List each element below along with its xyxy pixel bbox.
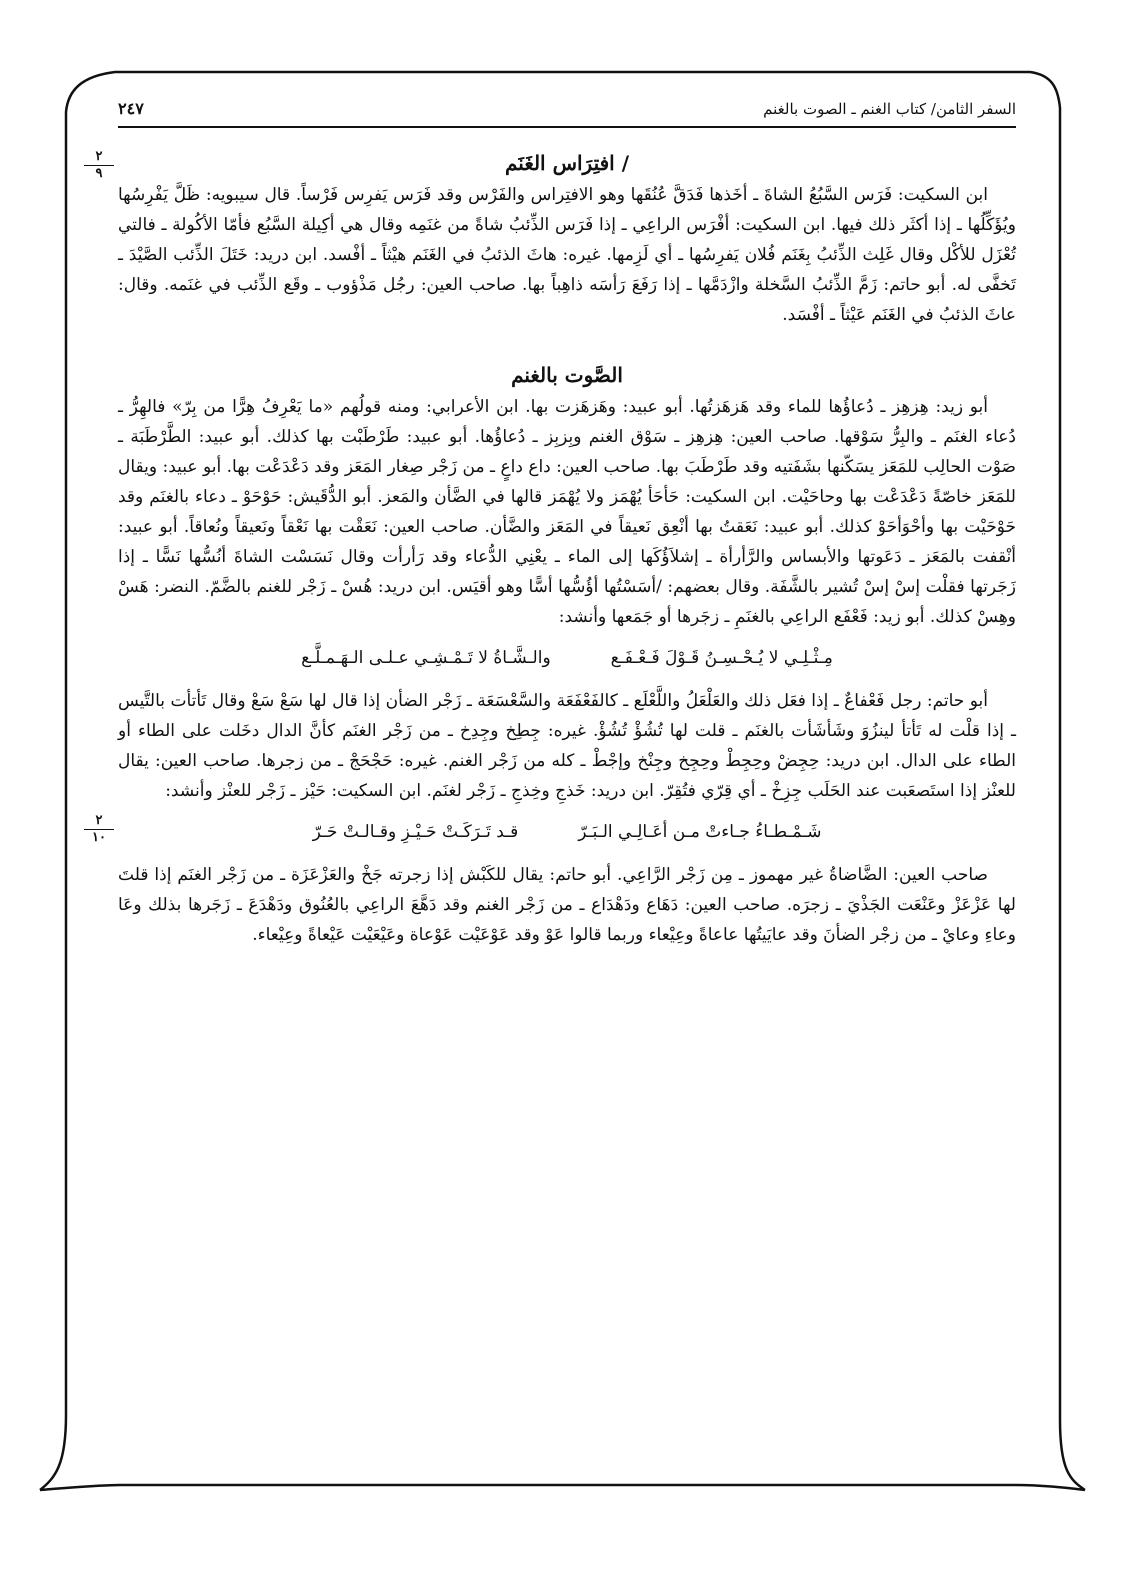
paragraph: أبو زيد: هِزهِز ـ دُعاؤُها للماء وقد هَزهَزتُها. أبو عبيد: وهَزهَزت بها. ابن الأعرابي: ومنه قولُهم «ما يَعْرِفُ هِرًّا من بِرّ» فالهِرُّ ـ دُعاء الغنَم ـ والبِرُّ سَوْقها. صاحب العين: هِزهِز ـ سَوْق الغنم وبِزبِز ـ دُعاؤُها. أبو عبيد: طَرْطَبْت بها كذلك. أبو عبيد: الطَّرْطَبَة ـ صَوْت الحالِب للمَعَز يسَكّنها بشَفَتيه وقد طَرْطَبَ بها. صاحب العين: داع داعٍ ـ من زَجْر صِغار المَعَز وقد دَعْدَعْت بها. أبو عبيد: ويقال للمَعَز خاصّةً دَعْدَعْت بها وحاحَيْت. ابن السكيت: حَأحَأ يُهْمَز ولا يُهْمَز قالها في الضَّأن والمَعز. أبو الدُّقَيش: حَوْحَوْ ـ دعاء بالغنَم وقد حَوْحَيْت بها وأحْوَأحَوْ كذلك. أبو عبيد: نَعَقتُ بها أنْعِق نَعيقاً في المَعَز والضَّأن. صاحب العين: نَعَقْت بها نَعْقاً ونَعيقاً ونُعاقاً. أبو عبيد: أنْقفت بالمَعَز ـ دَعَوتها والأبساس والرَّأرأة ـ إشلاَؤُكَها إلى الماء ـ يعْنِي الدُّعاء وقد رَأرأت وقال نَسَسْت الشاةَ أنُسُّها نَسًّا ـ إذا زَجَرتها فقلْت إسْ إسْ تُشير بالشَّفَة. وقال بعضهم: /أسَسْتُها أؤُسُّها أسًّا وهو أقيَس. ابن دريد: هُسْ ـ زَجْر للغنم بالضَّمّ. النضر: هَسْ وهِسْ كذلك. أبو زيد: فَعْفَع الراعِي بالغنَمِ ـ زجَرها أو جَمَعها وأنشد: (118, 397, 1016, 627)
margin-reference-1 (84, 150, 114, 181)
page-number: ٢٤٧ (118, 99, 144, 118)
verse-hemistich-right: شَـمْـطـاءُ جـاءتْ مـن أعَـالِـي الـبَـرّ (578, 822, 822, 842)
section-gap (118, 330, 1016, 358)
margin-ref-numerator: ٢ (84, 814, 114, 830)
book-page (118, 80, 1016, 1480)
running-header (118, 90, 1016, 118)
verse-hemistich-left: والـشَّـاةُ لا تَـمْـشِـي عـلـى الـهَـمـلَّـع (301, 648, 551, 668)
verse-hemistich-right: مِـثْـلِـي لا يُـحْـسِـنُ قَـوْلَ فَـعْـفَـع (610, 648, 833, 668)
verse-line-1 (118, 642, 1016, 674)
paragraph: أبو حاتم: رجل فَعْفاعٌ ـ إذا فعَل ذلك والعَلْعَلُ واللَّعْلَع ـ كالفَعْفَعَة والسَّعْسَعَة ـ زَجْر الضأن إذا قال لها سَعْ سَعْ وقال تَأتأت بالتَّيس ـ إذا قلْت له تَأتأ لينزُوَ وشَأشَأت بالغنَم ـ قلت لها تُشُؤْ تُشُؤْ. غيره: جِطِخ وجِدِخ ـ من زَجْر الغنَم كأنَّ الدال دخَلت على الطاء أو الطاء على الدال. ابن دريد: حِجِضْ وحِجِطْ وحِجِخ وجِنْخ وإجْطْ ـ كله من زَجْر الغنم. غيره: حَجْحَجْ ـ من زجرها. صاحب العين: يقال للعنْز إذا استَصعَبت عند الحَلَب جِزِخْ ـ أي قِرّي فتُقِرّ. ابن دريد: خَذجِ وخِذجِ ـ زَجْر لغنَم. ابن السكيت: حَيْز ـ زَجْر للعنْز وأنشد: (118, 691, 1016, 801)
margin-ref-denominator: ٩ (95, 166, 103, 181)
margin-reference-2 (84, 814, 114, 845)
margin-ref-denominator: ١٠ (92, 830, 106, 845)
header-rule (118, 126, 1016, 128)
paragraph: ابن السكيت: فَرَس السَّبُعُ الشاةَ ـ أخَذها فَدَقَّ عُنُقَها وهو الافتِراس والفَرْس وقد فَرَس يَفرِس فَرْساً. قال سيبويه: ظَلَّ يَفْرِسُها ويُؤَكِّلُها ـ إذا أكثَر ذلك فيها. ابن السكيت: أفْرَس الراعِي ـ إذا فَرَس الذِّئبُ شاةً من غنَمِه وقال هي أكِيلة السَّبُع فأمّا الأكُولة ـ فالتي تُعْزَل للأكْل وقال غَلِث الذِّئبُ بِغَنَم فُلان يَفرِسُها ـ أي لَزِمها. غيره: هاثَ الذئبُ في الغَنَم هيْثاً ـ أفْسد. ابن دريد: خَتَلَ الذِّئب الصَّيْدَ ـ تَخفَّى له. أبو حاتم: زَمَّ الذِّئبُ السَّخلة وازْدَمَّها ـ إذا رَفَعَ رَأسَه ذاهِباً بها. صاحب العين: رجُل مَذْؤوب ـ وقَع الذِّئب في غنَمه. وقال: عاثَ الذئبُ في الغَنَم عَيْثاً ـ أفْسَد. (118, 185, 1016, 325)
running-title: السفر الثامن/ كتاب الغنم ـ الصوت بالغنم (763, 100, 1016, 118)
page-body (118, 146, 1016, 950)
section-title-predation: / افتِرَاس الغَنَم (504, 151, 630, 175)
paragraph: صاحب العين: الضَّاضاةُ غير مهموز ـ مِن زَجْر الرَّاعِي. أبو حاتم: يقال للكَبْش إذا زجرته جَخْ والعَزْعَزَة ـ من زَجْر الغنَم إذا قلتَ لها عَزْعَزْ وعَنْعَت الجَذْيَ ـ زجرَه. صاحب العين: دَهَاع ودَهْدَاع ـ من زَجْر الغنم وقد دَهَّعَ الراعِي بالعُنُوق ودَهْدَعَ ـ زَجَرها بذلك وعَا وعاءِ وعايْ ـ من زجْر الضأنَ وقد عايَيتُها عاعاةً وعِيْعاء وربما قالوا عَوْ وقد عَوْعَيْت عَوْعاة وعَيْعَيْت عَيْعاةً وعِيْعاء. (118, 865, 1016, 945)
margin-ref-numerator: ٢ (84, 150, 114, 166)
section-title-calls: الصَّوت بالغنم (511, 363, 623, 387)
verse-line-2 (118, 816, 1016, 848)
verse-hemistich-left: قـد تَـرَكَـتْ حَـيْـزِ وقـالـتْ حَـرّ (312, 822, 519, 842)
